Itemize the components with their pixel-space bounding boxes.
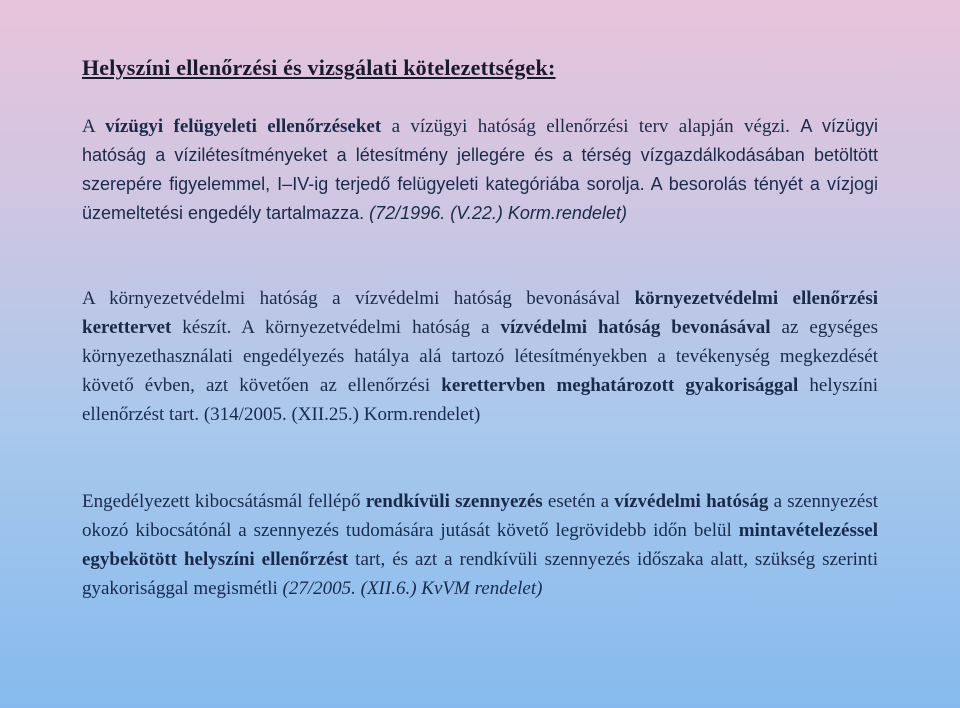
p3-legal-reference: (27/2005. (XII.6.) KvVM rendelet) bbox=[282, 578, 543, 599]
page-title: Helyszíni ellenőrzési és vizsgálati kötelezettségek: bbox=[82, 55, 556, 80]
p2-text-1: A környezetvédelmi hatóság a vízvédelmi hatóság bevonásával bbox=[82, 288, 635, 309]
p3-bold-water-authority: vízvédelmi hatóság bbox=[614, 491, 769, 512]
p1-bold-water-inspections: vízügyi felügyeleti ellenőrzéseket bbox=[105, 116, 382, 137]
paragraph-environmental-inspection bbox=[82, 284, 878, 429]
p1-text-2: a vízügyi hatóság ellenőrzési terv alapján végzi. bbox=[381, 116, 801, 137]
p3-text-2: esetén a bbox=[542, 491, 615, 512]
p2-text-2: készít. A környezetvédelmi hatóság a bbox=[171, 317, 501, 338]
p1-text-1: A bbox=[82, 116, 106, 137]
p2-bold-frequency: kerettervben meghatározott gyakorisággal bbox=[441, 375, 799, 396]
paragraph-water-inspection bbox=[82, 112, 878, 228]
p1-text-3: A vízügyi hatóság a vízilétesítményeket a létesítmény jellegére és a térség vízgazdálkodásában betöltött szerepére figyelemmel, I–IV-ig terjedő felügyeleti kategóriába sorolja. A besorolás tényét a vízjogi üzemeltetési engedély tartalmazza. bbox=[82, 116, 878, 223]
p3-bold-sampling-inspection: mintavételezéssel egybekötött helyszíni ellenőrzést bbox=[82, 520, 878, 570]
p3-text-3: a szennyezést okozó kibocsátónál a szennyezés tudomására jutását követő legrövidebb időn belül bbox=[82, 491, 878, 541]
p1-legal-reference: (72/1996. (V.22.) Korm.rendelet) bbox=[369, 203, 627, 223]
paragraph-extraordinary-pollution bbox=[82, 487, 878, 603]
p2-legal-reference: (314/2005. (XII.25.) Korm.rendelet) bbox=[203, 404, 481, 425]
p3-text-4: tart, és azt a rendkívüli szennyezés időszaka alatt, szükség szerinti gyakorisággal megismétli bbox=[82, 549, 878, 599]
p2-bold-water-authority: vízvédelmi hatóság bevonásával bbox=[500, 317, 771, 338]
p3-text-1: Engedélyezett kibocsátásmál fellépő bbox=[82, 491, 366, 512]
p2-text-4: helyszíni ellenőrzést tart. bbox=[82, 375, 878, 425]
p3-bold-extraordinary-pollution: rendkívüli szennyezés bbox=[365, 491, 543, 512]
p2-text-3: az egységes környezethasználati engedélyezés hatálya alá tartozó létesítményekben a tevékenység megkezdését követő évben, azt követően az ellenőrzési bbox=[82, 317, 878, 396]
p2-bold-framework-plan: környezetvédelmi ellenőrzési kerettervet bbox=[82, 288, 878, 338]
